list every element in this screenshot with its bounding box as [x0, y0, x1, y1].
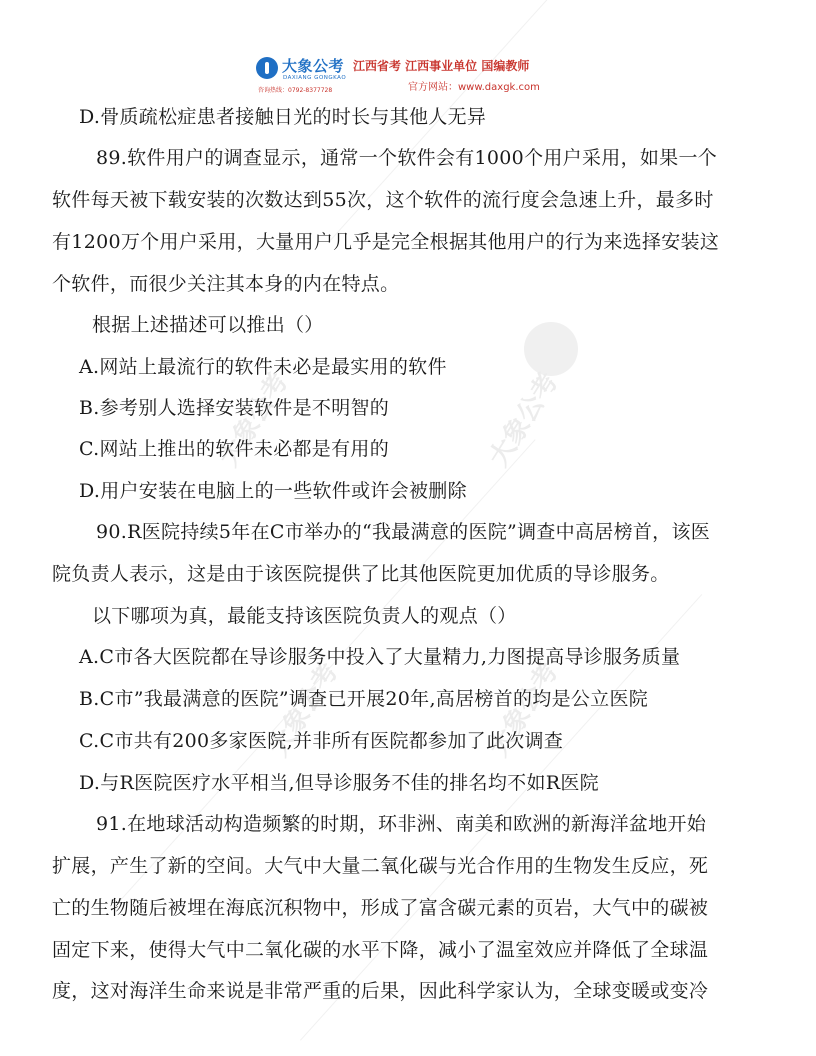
question-91-text: 扩展，产生了新的空间。大气中大量二氧化碳与光合作用的生物发生反应，死: [52, 855, 709, 877]
option-d-q88: D.骨质疏松症患者接触日光的时长与其他人无异: [79, 106, 487, 128]
watermark-logo-icon: [524, 322, 578, 376]
option-d-q89: D.用户安装在电脑上的一些软件或许会被删除: [79, 480, 467, 502]
question-89-prompt: 根据上述描述可以推出（）: [92, 314, 324, 336]
option-b-q89: B.参考别人选择安装软件是不明智的: [79, 397, 390, 419]
question-90-prompt: 以下哪项为真，最能支持该医院负责人的观点（）: [92, 605, 517, 627]
option-c-q89: C.网站上推出的软件未必都是有用的: [79, 438, 390, 460]
watermark-text: 大象公考: [483, 657, 565, 762]
option-a-q89: A.网站上最流行的软件未必是最实用的软件: [79, 356, 447, 378]
header-tagline: 江西省考 江西事业单位 国编教师: [353, 59, 530, 73]
watermark-text: 大象公考: [483, 367, 565, 472]
watermark-text: 大象公考: [213, 367, 295, 472]
option-b-q90: B.C市”我最满意的医院”调查已开展20年,高居榜首的均是公立医院: [79, 688, 649, 710]
hotline: 咨询热线：0792-8377728: [258, 87, 333, 94]
header-website: 官方网站：www.daxgk.com: [408, 82, 540, 93]
option-a-q90: A.C市各大医院都在导诊服务中投入了大量精力,力图提高导诊服务质量: [79, 646, 681, 668]
option-c-q90: C.C市共有200多家医院,并非所有医院都参加了此次调查: [79, 730, 564, 752]
question-89-text: 软件每天被下载安装的次数达到55次，这个软件的流行度会急速上升，最多时: [52, 189, 714, 211]
brand-name: 大象公考: [282, 57, 345, 75]
question-91-text: 91.在地球活动构造频繁的时期，环非洲、南美和欧洲的新海洋盆地开始: [96, 813, 707, 835]
question-90-text: 院负责人表示，这是由于该医院提供了比其他医院更加优质的导诊服务。: [52, 563, 670, 585]
question-91-text: 固定下来，使得大气中二氧化碳的水平下降，减小了温室效应并降低了全球温: [52, 939, 709, 961]
question-91-text: 度，这对海洋生命来说是非常严重的后果，因此科学家认为，全球变暖或变冷: [52, 980, 709, 1002]
question-91-text: 亡的生物随后被埋在海底沉积物中，形成了富含碳元素的页岩，大气中的碳被: [52, 897, 709, 919]
page-header: [256, 52, 576, 96]
question-89-text: 89.软件用户的调查显示，通常一个软件会有1000个用户采用，如果一个: [96, 147, 718, 169]
watermark-text: 大象公考: [263, 657, 345, 762]
question-90-text: 90.R医院持续5年在C市举办的“我最满意的医院”调查中高居榜首，该医: [96, 521, 711, 543]
brand-logo-icon: [256, 57, 278, 79]
question-89-text: 有1200万个用户采用，大量用户几乎是完全根据其他用户的行为来选择安装这: [52, 231, 720, 253]
question-89-text: 个软件，而很少关注其本身的内在特点。: [52, 273, 400, 295]
option-d-q90: D.与R医院医疗水平相当,但导诊服务不佳的排名均不如R医院: [79, 772, 599, 794]
brand-subtitle: DAXIANG GONGKAO: [283, 75, 347, 81]
